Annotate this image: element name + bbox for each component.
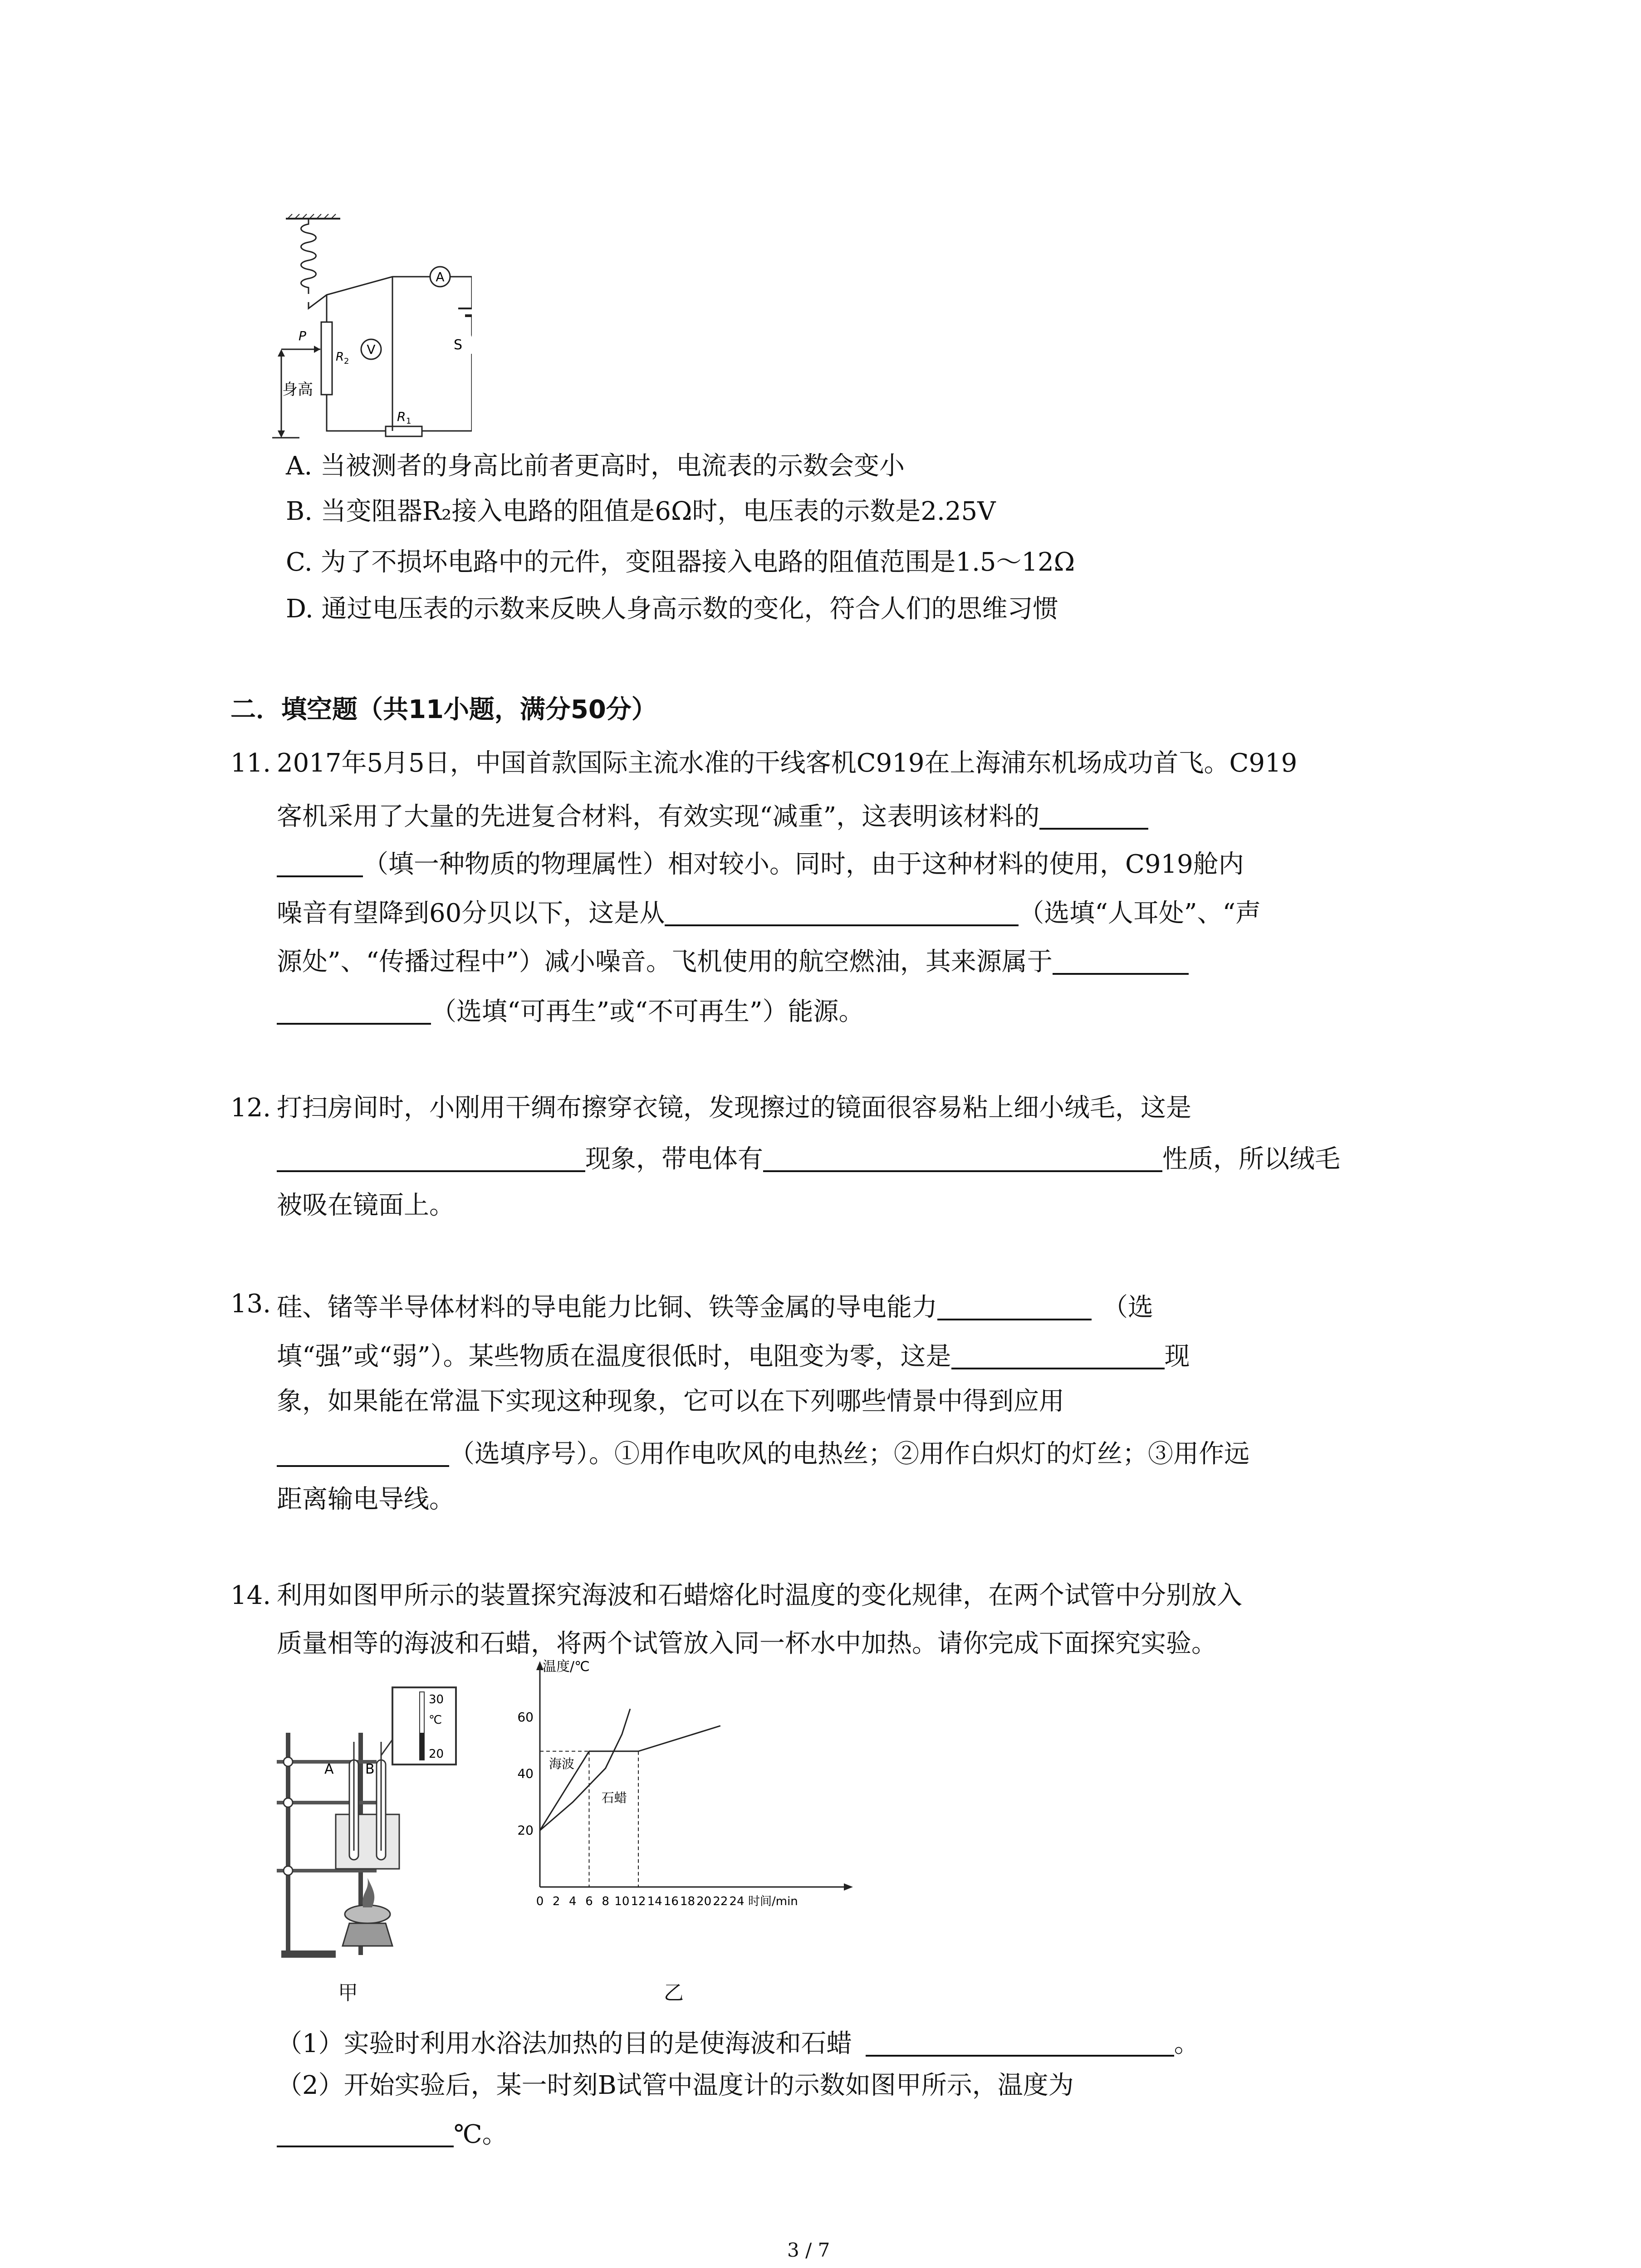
- svg-text:1: 1: [406, 416, 411, 426]
- q11-blank1[interactable]: [1039, 801, 1148, 830]
- q11-line2: 客机采用了大量的先进复合材料，有效实现“减重”，这表明该材料的: [277, 802, 1040, 831]
- thermo-bottom: 20: [429, 1747, 444, 1761]
- q12-line3: 被吸在镜面上。: [277, 1191, 455, 1220]
- fig-a-caption: 甲: [338, 1981, 358, 2004]
- series-label-wax: 石蜡: [601, 1790, 627, 1805]
- q13-blank3[interactable]: [277, 1438, 449, 1467]
- q11-number: 11.: [230, 748, 271, 778]
- x-tick-label: 16: [663, 1895, 679, 1908]
- height-label: 身高: [282, 381, 313, 399]
- q11-blank1-cont[interactable]: [277, 848, 363, 877]
- q14-sub1-wrap: [277, 2028, 1200, 2057]
- q12-number: 12.: [230, 1093, 271, 1123]
- q13-line3: 象，如果能在常温下实现这种现象，它可以在下列哪些情景中得到应用: [277, 1387, 1064, 1416]
- q13-line4: （选填序号）。①用作电吹风的电热丝；②用作白炽灯的灯丝；③用作远: [449, 1439, 1249, 1469]
- q11-line5-wrap: [277, 946, 1189, 975]
- x-tick-label: 14: [647, 1895, 662, 1908]
- q13-line2-wrap: [277, 1340, 1190, 1369]
- q14-sub2-wrap: [277, 2118, 508, 2147]
- series-label-hypo: 海波: [549, 1756, 575, 1772]
- q11-line4-wrap: [277, 897, 1261, 926]
- q12-line2a: 现象，带电体有: [585, 1144, 763, 1174]
- q11-blank3[interactable]: [1053, 946, 1189, 975]
- q14-line1: 利用如图甲所示的装置探究海波和石蜡熔化时温度的变化规律，在两个试管中分别放入: [277, 1581, 1242, 1610]
- x-tick-label: 0: [536, 1895, 544, 1908]
- x-axis-label: 时间/min: [748, 1895, 798, 1908]
- x-tick-label: 12: [631, 1895, 646, 1908]
- y-tick-label: 20: [517, 1823, 534, 1838]
- q11-line1: 2017年5月5日，中国首款国际主流水准的干线客机C919在上海浦东机场成功首飞。C919: [277, 748, 1298, 778]
- q12-line2b: 性质，所以绒毛: [1162, 1144, 1340, 1174]
- q13-line4-wrap: [277, 1438, 1249, 1467]
- q14-blank2[interactable]: [277, 2118, 454, 2147]
- fig-b-caption: 乙: [664, 1981, 684, 2004]
- q11-line3: （填一种物质的物理属性）相对较小。同时，由于这种材料的使用，C919舱内: [363, 850, 1244, 879]
- x-tick-label: 20: [696, 1895, 712, 1908]
- q14-sub2: （2）开始实验后，某一时刻B试管中温度计的示数如图甲所示，温度为: [277, 2071, 1074, 2100]
- apparatus-figure: [272, 1678, 481, 1978]
- q11-line3-wrap: [277, 848, 1244, 877]
- q13-blank2[interactable]: [951, 1340, 1165, 1369]
- q13-line1b: （选: [1102, 1293, 1153, 1322]
- x-tick-label: 8: [602, 1895, 609, 1908]
- ammeter-label: A: [436, 269, 445, 284]
- slider-label: P: [299, 328, 306, 343]
- q14-blank1[interactable]: [866, 2028, 1174, 2057]
- q14-number: 14.: [230, 1581, 271, 1610]
- melting-chart: [499, 1656, 871, 1919]
- q12-blank1[interactable]: [277, 1143, 585, 1172]
- series-line-hypo: [540, 1726, 720, 1831]
- x-tick-label: 6: [585, 1895, 593, 1908]
- circuit-diagram: [272, 213, 472, 449]
- q13-line1-wrap: [277, 1291, 1153, 1320]
- x-axis-arrow: [844, 1883, 853, 1891]
- x-tick-label: 4: [569, 1895, 577, 1908]
- x-tick-label: 18: [680, 1895, 696, 1908]
- svg-text:2: 2: [344, 357, 349, 366]
- q11-line6: （选填“可再生”或“不可再生”）能源。: [431, 997, 864, 1026]
- q12-line1: 打扫房间时，小刚用干绸布擦穿衣镜，发现擦过的镜面很容易粘上细小绒毛，这是: [277, 1093, 1191, 1123]
- q11-blank3-cont[interactable]: [277, 996, 431, 1025]
- page-number: 3 / 7: [787, 2239, 830, 2261]
- x-tick-label: 22: [713, 1895, 728, 1908]
- y-axis-label: 温度/℃: [543, 1659, 590, 1675]
- q12-line2-wrap: [277, 1143, 1340, 1172]
- q11-line6-wrap: [277, 996, 864, 1025]
- q14-line2: 质量相等的海波和石蜡，将两个试管放入同一杯水中加热。请你完成下面探究实验。: [277, 1629, 1217, 1658]
- x-tick-label: 10: [614, 1895, 630, 1908]
- q11-line5: 源处”、“传播过程中”）减小噪音。飞机使用的航空燃油，其来源属于: [277, 947, 1053, 977]
- x-tick-label: 2: [552, 1895, 560, 1908]
- y-tick-label: 60: [517, 1710, 534, 1725]
- section-title: 二．填空题（共11小题，满分50分）: [230, 695, 657, 724]
- r1-label: R: [397, 409, 406, 424]
- voltmeter-label: V: [367, 342, 376, 357]
- tube-b-label: B: [365, 1761, 375, 1777]
- r2-label: R: [336, 350, 344, 364]
- option-c: C. 为了不损坏电路中的元件，变阻器接入电路的阻值范围是1.5～12Ω: [286, 547, 1075, 577]
- option-d: D. 通过电压表的示数来反映人身高示数的变化，符合人们的思维习惯: [286, 594, 1058, 624]
- thermo-top: 30: [429, 1693, 444, 1706]
- r1-resistor: [386, 426, 422, 436]
- q13-line5: 距离输电导线。: [277, 1485, 455, 1514]
- q13-line2b: 现: [1164, 1342, 1190, 1371]
- q11-line2-wrap: [277, 801, 1148, 830]
- q14-sub1-end: 。: [1174, 2029, 1200, 2058]
- option-a: A. 当被测者的身高比前者更高时，电流表的示数会变小: [286, 451, 905, 481]
- q11-line4b: （选填“人耳处”、“声: [1019, 899, 1261, 928]
- q13-number: 13.: [230, 1289, 271, 1319]
- tube-a-label: A: [324, 1761, 334, 1777]
- q12-blank2[interactable]: [763, 1143, 1162, 1172]
- q13-blank1[interactable]: [937, 1291, 1092, 1320]
- q14-sub1: （1）实验时利用水浴法加热的目的是使海波和石蜡: [277, 2029, 852, 2058]
- q13-line2a: 填“强”或“弱”）。某些物质在温度很低时，电阻变为零，这是: [277, 1342, 951, 1371]
- r2-rheostat: [321, 322, 332, 395]
- y-tick-label: 40: [517, 1766, 534, 1781]
- thermo-unit: ℃: [429, 1713, 442, 1727]
- option-b: B. 当变阻器R₂接入电路的阻值是6Ω时，电压表的示数是2.25V: [286, 497, 996, 526]
- switch-label: S: [454, 337, 463, 353]
- x-tick-label: 24: [729, 1895, 745, 1908]
- q11-blank2[interactable]: [665, 897, 1019, 926]
- q13-line1: 硅、锗等半导体材料的导电能力比铜、铁等金属的导电能力: [277, 1293, 937, 1322]
- q14-sub2-end: ℃。: [454, 2120, 508, 2149]
- q11-line4a: 噪音有望降到60分贝以下，这是从: [277, 899, 665, 928]
